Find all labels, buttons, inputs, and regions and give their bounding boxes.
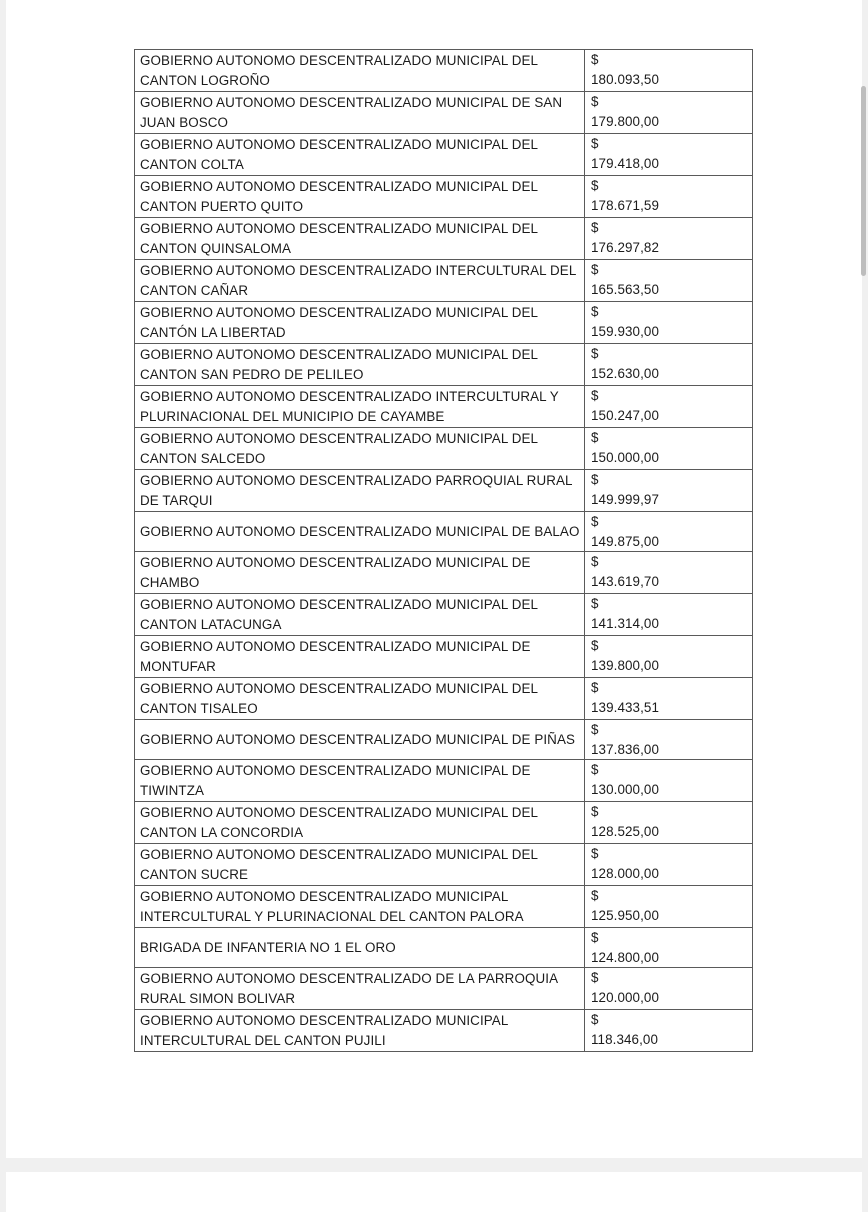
currency-symbol: $ (591, 1012, 599, 1027)
amount-cell (585, 512, 753, 552)
amount-value: 143.619,70 (591, 573, 660, 589)
currency-symbol: $ (591, 514, 599, 529)
amount-value: 179.418,00 (591, 155, 660, 171)
amount-cell (585, 968, 753, 1010)
entity-name-cell (135, 1010, 585, 1052)
entity-name-line: GOBIERNO AUTONOMO DESCENTRALIZADO DE LA PARROQUIA (140, 971, 559, 986)
amount-value: 178.671,59 (591, 197, 660, 213)
entity-name-cell (135, 302, 585, 344)
entity-name-line: GOBIERNO AUTONOMO DESCENTRALIZADO MUNICIPAL (140, 889, 509, 904)
table-row (135, 50, 753, 92)
amount-value: 137.836,00 (591, 741, 660, 757)
entity-name-line: CHAMBO (140, 574, 200, 590)
entity-name-line: RURAL SIMON BOLIVAR (140, 990, 296, 1006)
amount-cell (585, 720, 753, 760)
entity-name-line: GOBIERNO AUTONOMO DESCENTRALIZADO MUNICIPAL DEL (140, 347, 539, 362)
entity-name-cell (135, 968, 585, 1010)
entity-name-cell (135, 50, 585, 92)
entity-name-line: GOBIERNO AUTONOMO DESCENTRALIZADO MUNICIPAL (140, 1013, 509, 1028)
amount-value: 139.800,00 (591, 657, 660, 673)
amount-cell (585, 886, 753, 928)
amount-cell (585, 552, 753, 594)
currency-symbol: $ (591, 888, 599, 903)
table-row (135, 594, 753, 636)
currency-symbol: $ (591, 388, 599, 403)
table-row (135, 386, 753, 428)
currency-symbol: $ (591, 804, 599, 819)
amount-cell (585, 470, 753, 512)
amount-value: 141.314,00 (591, 615, 660, 631)
entity-name-line: GOBIERNO AUTONOMO DESCENTRALIZADO MUNICIPAL DEL (140, 681, 539, 696)
allocations-table (134, 49, 753, 1052)
entity-name-line: GOBIERNO AUTONOMO DESCENTRALIZADO INTERCULTURAL DEL (140, 263, 577, 278)
currency-symbol: $ (591, 472, 599, 487)
entity-name-cell (135, 134, 585, 176)
scrollbar-thumb[interactable] (861, 86, 866, 276)
currency-symbol: $ (591, 596, 599, 611)
amount-value: 150.000,00 (591, 449, 660, 465)
entity-name-line: GOBIERNO AUTONOMO DESCENTRALIZADO MUNICIPAL DE (140, 763, 531, 778)
currency-symbol: $ (591, 638, 599, 653)
entity-name-line: CANTON LA CONCORDIA (140, 824, 304, 840)
amount-cell (585, 218, 753, 260)
amount-cell (585, 428, 753, 470)
table-row (135, 302, 753, 344)
amount-cell (585, 386, 753, 428)
entity-name-line: GOBIERNO AUTONOMO DESCENTRALIZADO MUNICIPAL DEL (140, 53, 539, 68)
amount-cell (585, 302, 753, 344)
table-row (135, 218, 753, 260)
table-row (135, 968, 753, 1010)
entity-name-cell (135, 428, 585, 470)
entity-name-line: BRIGADA DE INFANTERIA NO 1 EL ORO (140, 939, 396, 955)
entity-name-cell (135, 678, 585, 720)
entity-name-line: CANTON SUCRE (140, 866, 249, 882)
entity-name-line: CANTON TISALEO (140, 700, 258, 716)
amount-value: 139.433,51 (591, 699, 660, 715)
amount-value: 128.000,00 (591, 865, 660, 881)
entity-name-line: CANTON CAÑAR (140, 282, 249, 298)
entity-name-cell (135, 636, 585, 678)
amount-cell (585, 134, 753, 176)
entity-name-line: CANTON LATACUNGA (140, 616, 282, 632)
next-document-page (6, 1172, 862, 1212)
table-row (135, 678, 753, 720)
amount-value: 128.525,00 (591, 823, 660, 839)
entity-name-cell (135, 92, 585, 134)
entity-name-line: GOBIERNO AUTONOMO DESCENTRALIZADO MUNICIPAL DE SAN (140, 95, 563, 110)
table-row (135, 802, 753, 844)
entity-name-cell (135, 844, 585, 886)
amount-value: 180.093,50 (591, 71, 660, 87)
entity-name-line: GOBIERNO AUTONOMO DESCENTRALIZADO PARROQUIAL RURAL (140, 473, 573, 488)
amount-value: 152.630,00 (591, 365, 660, 381)
entity-name-line: GOBIERNO AUTONOMO DESCENTRALIZADO MUNICIPAL DE PIÑAS (140, 731, 576, 747)
amount-value: 149.999,97 (591, 491, 660, 507)
currency-symbol: $ (591, 930, 599, 945)
table-row (135, 512, 753, 552)
entity-name-line: CANTON QUINSALOMA (140, 240, 292, 256)
entity-name-cell (135, 760, 585, 802)
entity-name-line: CANTON SAN PEDRO DE PELILEO (140, 366, 364, 382)
entity-name-line: GOBIERNO AUTONOMO DESCENTRALIZADO MUNICIPAL DEL (140, 805, 539, 820)
scrollbar[interactable] (858, 0, 868, 1200)
entity-name-line: CANTON COLTA (140, 156, 244, 172)
table-row (135, 260, 753, 302)
table-row (135, 760, 753, 802)
amount-cell (585, 594, 753, 636)
amount-cell (585, 636, 753, 678)
amount-cell (585, 1010, 753, 1052)
entity-name-line: GOBIERNO AUTONOMO DESCENTRALIZADO MUNICIPAL DE (140, 555, 531, 570)
table-row (135, 134, 753, 176)
entity-name-cell (135, 928, 585, 968)
entity-name-line: PLURINACIONAL DEL MUNICIPIO DE CAYAMBE (140, 408, 445, 424)
currency-symbol: $ (591, 262, 599, 277)
currency-symbol: $ (591, 52, 599, 67)
currency-symbol: $ (591, 136, 599, 151)
amount-cell (585, 844, 753, 886)
amount-cell (585, 678, 753, 720)
entity-name-line: GOBIERNO AUTONOMO DESCENTRALIZADO INTERCULTURAL Y (140, 389, 559, 404)
entity-name-cell (135, 802, 585, 844)
table-row (135, 636, 753, 678)
currency-symbol: $ (591, 846, 599, 861)
table-row (135, 92, 753, 134)
table-row (135, 886, 753, 928)
entity-name-line: GOBIERNO AUTONOMO DESCENTRALIZADO MUNICIPAL DEL (140, 179, 539, 194)
amount-value: 176.297,82 (591, 239, 660, 255)
entity-name-line: CANTON PUERTO QUITO (140, 198, 304, 214)
document-page (6, 0, 862, 1158)
entity-name-cell (135, 218, 585, 260)
entity-name-line: TIWINTZA (140, 782, 205, 798)
amount-value: 159.930,00 (591, 323, 660, 339)
table-row (135, 928, 753, 968)
amount-cell (585, 344, 753, 386)
amount-value: 149.875,00 (591, 533, 660, 549)
entity-name-cell (135, 260, 585, 302)
table-row (135, 720, 753, 760)
table-row (135, 176, 753, 218)
amount-value: 125.950,00 (591, 907, 660, 923)
entity-name-cell (135, 176, 585, 218)
entity-name-line: INTERCULTURAL Y PLURINACIONAL DEL CANTON PALORA (140, 908, 524, 924)
amount-value: 118.346,00 (591, 1031, 659, 1047)
amount-cell (585, 92, 753, 134)
currency-symbol: $ (591, 94, 599, 109)
entity-name-cell (135, 886, 585, 928)
currency-symbol: $ (591, 762, 599, 777)
entity-name-line: GOBIERNO AUTONOMO DESCENTRALIZADO MUNICIPAL DEL (140, 137, 539, 152)
amount-cell (585, 802, 753, 844)
entity-name-line: JUAN BOSCO (140, 114, 229, 130)
currency-symbol: $ (591, 970, 599, 985)
currency-symbol: $ (591, 554, 599, 569)
amount-value: 150.247,00 (591, 407, 660, 423)
entity-name-line: GOBIERNO AUTONOMO DESCENTRALIZADO MUNICIPAL DE BALAO (140, 523, 580, 539)
entity-name-line: INTERCULTURAL DEL CANTON PUJILI (140, 1032, 386, 1048)
currency-symbol: $ (591, 722, 599, 737)
table-row (135, 344, 753, 386)
entity-name-line: CANTON SALCEDO (140, 450, 266, 466)
entity-name-line: GOBIERNO AUTONOMO DESCENTRALIZADO MUNICIPAL DEL (140, 305, 539, 320)
entity-name-line: GOBIERNO AUTONOMO DESCENTRALIZADO MUNICIPAL DEL (140, 847, 539, 862)
amount-cell (585, 760, 753, 802)
entity-name-cell (135, 594, 585, 636)
allocations-table-body (135, 50, 753, 1052)
entity-name-line: CANTON LOGROÑO (140, 72, 270, 88)
amount-value: 165.563,50 (591, 281, 660, 297)
entity-name-cell (135, 552, 585, 594)
table-row (135, 470, 753, 512)
entity-name-line: CANTÓN LA LIBERTAD (140, 324, 286, 340)
entity-name-cell (135, 344, 585, 386)
table-row (135, 428, 753, 470)
currency-symbol: $ (591, 220, 599, 235)
currency-symbol: $ (591, 680, 599, 695)
table-row (135, 844, 753, 886)
entity-name-line: DE TARQUI (140, 492, 213, 508)
currency-symbol: $ (591, 178, 599, 193)
table-row (135, 1010, 753, 1052)
amount-value: 120.000,00 (591, 989, 660, 1005)
amount-cell (585, 260, 753, 302)
entity-name-cell (135, 470, 585, 512)
entity-name-line: GOBIERNO AUTONOMO DESCENTRALIZADO MUNICIPAL DE (140, 639, 531, 654)
entity-name-cell (135, 512, 585, 552)
amount-value: 124.800,00 (591, 949, 660, 965)
amount-cell (585, 928, 753, 968)
entity-name-line: MONTUFAR (140, 658, 216, 674)
currency-symbol: $ (591, 430, 599, 445)
amount-value: 130.000,00 (591, 781, 660, 797)
entity-name-cell (135, 720, 585, 760)
amount-cell (585, 50, 753, 92)
entity-name-line: GOBIERNO AUTONOMO DESCENTRALIZADO MUNICIPAL DEL (140, 597, 539, 612)
entity-name-cell (135, 386, 585, 428)
amount-value: 179.800,00 (591, 113, 660, 129)
currency-symbol: $ (591, 346, 599, 361)
currency-symbol: $ (591, 304, 599, 319)
amount-cell (585, 176, 753, 218)
table-row (135, 552, 753, 594)
entity-name-line: GOBIERNO AUTONOMO DESCENTRALIZADO MUNICIPAL DEL (140, 221, 539, 236)
entity-name-line: GOBIERNO AUTONOMO DESCENTRALIZADO MUNICIPAL DEL (140, 431, 539, 446)
